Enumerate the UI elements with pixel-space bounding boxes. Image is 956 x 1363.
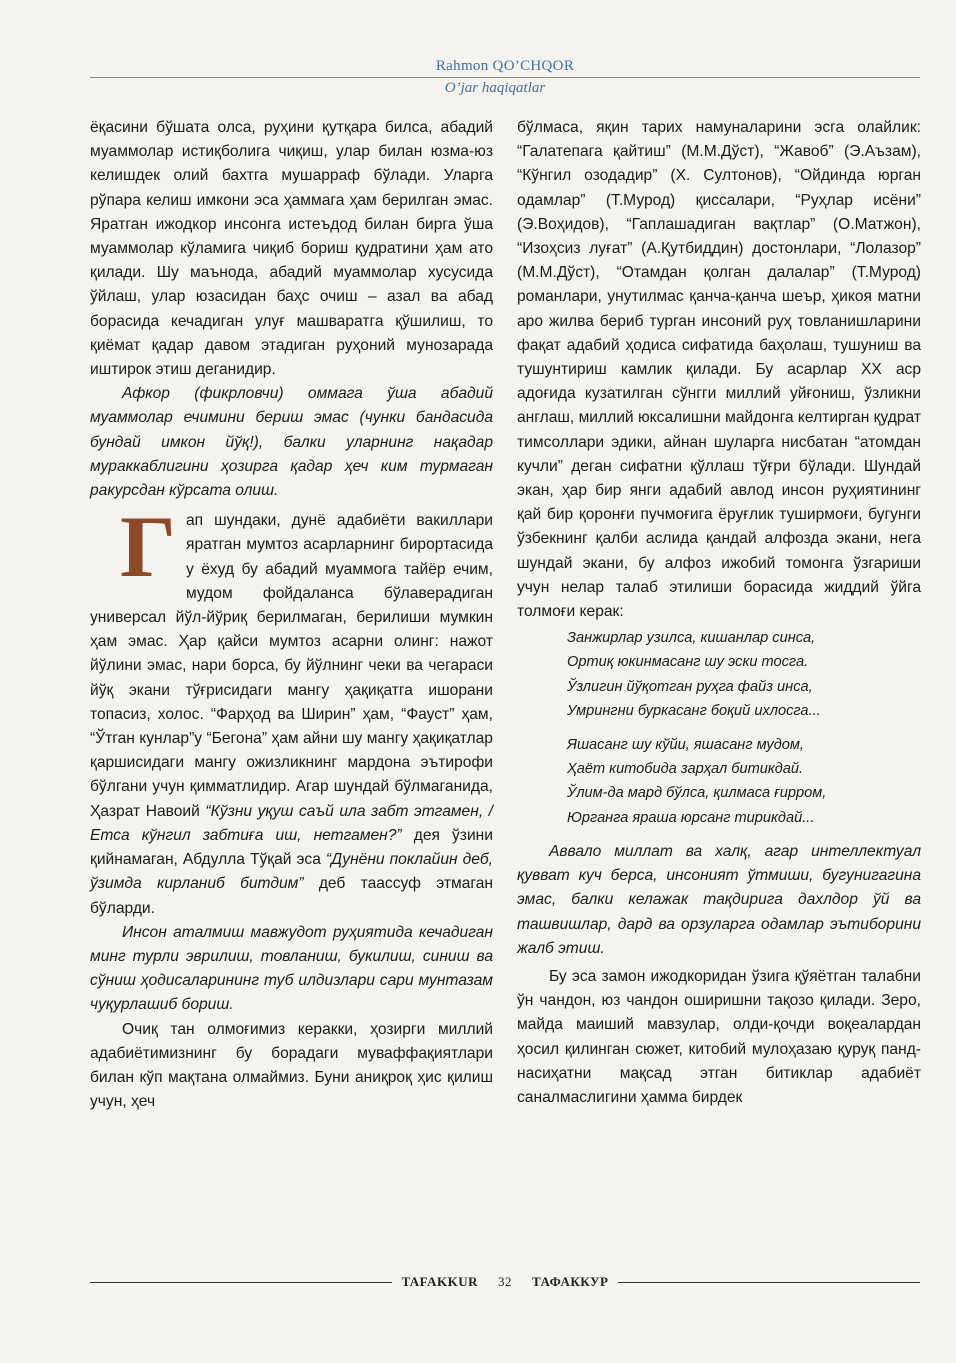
poem-line: Ўлим-да мард бўлса, қилмаса ғирром, [567,785,827,802]
poem-line: Ўзлигин йўқотган руҳга файз инса, [567,678,813,695]
footer-rule-left [90,1282,392,1283]
magazine-name-cyrillic: ТАФАККУР [532,1274,609,1289]
poem-line: Ортиқ юкинмасанг шу эски тосга. [567,654,809,671]
paragraph-text: ап шундаки, дунё адабиёти вакиллари яратган мумтоз асарларнинг бирортасида у ёхуд бу абадий муаммога тайёр ечим, мудом фойдаланса бўлаверадиган универсал йўл-йўриқ берилмаган, берилиши мумкин ҳам эмас. Ҳар қайси мумтоз асарни олинг: нажот йўлини эмас, нари борса, бу йўлнинг чеки ва чегараси йўқ экани тўғрисидаги мангу ҳақиқатга ишорани топасиз, холос. “Фарҳод ва Ширин” ҳам, “Фауст” ҳам, “Ўтган кунлар”у “Бегона” ҳам айни шу мангу ҳақиқатлар қаршисидаги мангу ожизликнинг мардона эътирофи бўлгани учун қимматлидир. Агар шундай бўлмаганида, Ҳазрат Навоий [90,512,493,820]
article-title: O’jar haqiqatlar [444,80,546,96]
left-column [90,116,493,1114]
page-header [0,0,956,110]
paragraph-text: дея ўзини қийнамаган, Абдулла Тўқай эса [90,826,493,869]
author-name: Rahmon QO’CHQOR [435,58,575,74]
poem-line: Юрганга яраша юрсанг тирикдай... [567,809,815,826]
italic-thesis: Аввало миллат ва халқ, агар интеллектуал қувват куч берса, инсоният ўтмиши, бугунигагина эмас, балки келажак тақдирига дахлдор ўй ва ташвишлар, дард ва орзуларга одамлар эътиборини жалб этиш. [517,842,921,957]
paragraph: ёқасини бўшата олса, руҳини қутқара билса, абадий муаммолар истиқболига чиқиш, улар билан юзма-юз келишдек олий бахтга мушарраф бўлади. Уларга рўпара келиш имкони эса ҳаммага ҳам берилган эмас. Яратган ижодкор инсонга истеъдод билан бирга ўша муаммолар кўламига чиқиб бориш қудратини ҳам ато қилади. Шу маънода, абадий муаммолар хусусида ўйлаш, улар юзасидан баҳс очиш – азал ва абад борасида кечадиган улуғ машваратга қўшилиш, то қиёмат қадар давом этадиган руҳоний мунозарада иштирок этиш деганидир. [90,119,493,379]
paragraph: Бу эса замон ижодкоридан ўзига қўяётган талабни ўн чандон, юз чандон оширишни тақозо қилади. Зеро, майда маиший мавзулар, олди-қочди воқеалардан ҳосил қилинган сюжет, китобий мулоҳазаю қуруқ панд-насиҳатни мақсад этган битиклар адабиёт саналмаслигини ҳамма бирдек [517,967,921,1106]
paragraph-dropcap [90,499,494,920]
navoi-quote: “Кўзни уқуш саъй ила забт этгамен, / Етса кўнгил забтиға иш, нетгамен?” [90,802,493,844]
footer-rule-right [618,1282,920,1283]
italic-thesis: Инсон аталмиш мавжудот руҳиятида кечадиган минг турли эврилиш, товланиш, букилиш, синиш ва сўниш ҳодисаларининг туб илдизлари сари мунтазам чуқурлашиб бориш. [90,923,493,1014]
poem-line: Умрингни буркасанг боқий ихлосга... [567,702,821,719]
paragraph: бўлмаса, яқин тарих намуналарини эсга олайлик: “Галатепага қайтиш” (М.М.Дўст), “Жавоб” (Э.Аъзам), “Кўнгил озодадир” (Х. Султонов), “Ойдинда юрган одамлар” (Т.Мурод) қиссалари, “Руҳлар исёни” (Э.Воҳидов), “Гаплашадиган вақтлар” (О.Матжон), “Изоҳсиз луғат” (А.Қутбиддин) достонлари, “Лолазор” (М.М.Дўст), “Отамдан қолган далалар” (Т.Мурод) романлари, унутилмас қанча-қанча шеър, ҳикоя матни аро жилва бериб турган инсоний руҳ товланишларини фақат адабий ҳодиса сифатида баҳолаш, тушуниш ва тушунтириш камлик қилади. Бу асарлар XX аср адоғида кузатилган сўнгги миллий уйғониш, ўзликни англаш, миллий юксалишни майдонга келтирган қудрат тимсоллари эдики, айнан шуларга нисбатан “атомдан кучли” деган сифатни қўллаш тўғри бўлади. Шундай экан, ҳар бир янги адабий авлод инсон руҳиятининг қай бир қоронғи пучмоғига ёруғлик туширмоғи, бугунги ўзбекнинг қалби аслида қандай алфозда экани, нега шундай экани, бу алфоз ижобий томонга ўзгариши учун нелар талаб этилиши борасида жиддий ўйга толмоғи керак: [517,119,922,621]
poem-line: Ҳаёт китобида зарҳал битикдай. [567,761,804,778]
tukay-quote: “Дунёни поклайин деб, ўзимда кирланиб битдим” [90,851,493,893]
paragraph: Очиқ тан олмоғимиз керакки, ҳозирги миллий адабиётимизнинг бу борадаги муваффақиятлари билан кўп мақтана олмаймиз. Буни аниқроқ ҳис қилиш учун, ҳеч [90,1020,493,1111]
stanza-gap [567,723,921,733]
paragraph-text: деб таассуф этмаган бўларди. [90,875,494,917]
right-column [517,116,921,1110]
italic-thesis: Афкор (фикрловчи) оммага ўша абадий муаммолар ечимини бериш эмас (чунки бандасида бундай имкон йўқ!), балки уларнинг нақадар мураккаблигини ҳозирга қадар ҳеч ким турмаган ракурсдан кўрсата олиш. [90,385,493,500]
drop-cap: Г [120,499,176,597]
page-number: 32 [498,1274,513,1289]
page-footer [90,1272,920,1292]
header-divider [90,77,920,78]
poem-line: Занжирлар узилса, кишанлар синса, [567,630,816,647]
poem [567,626,921,830]
poem-line: Яшасанг шу кўйи, яшасанг мудом, [567,737,804,754]
magazine-name-latin: TAFAKKUR [401,1274,479,1289]
